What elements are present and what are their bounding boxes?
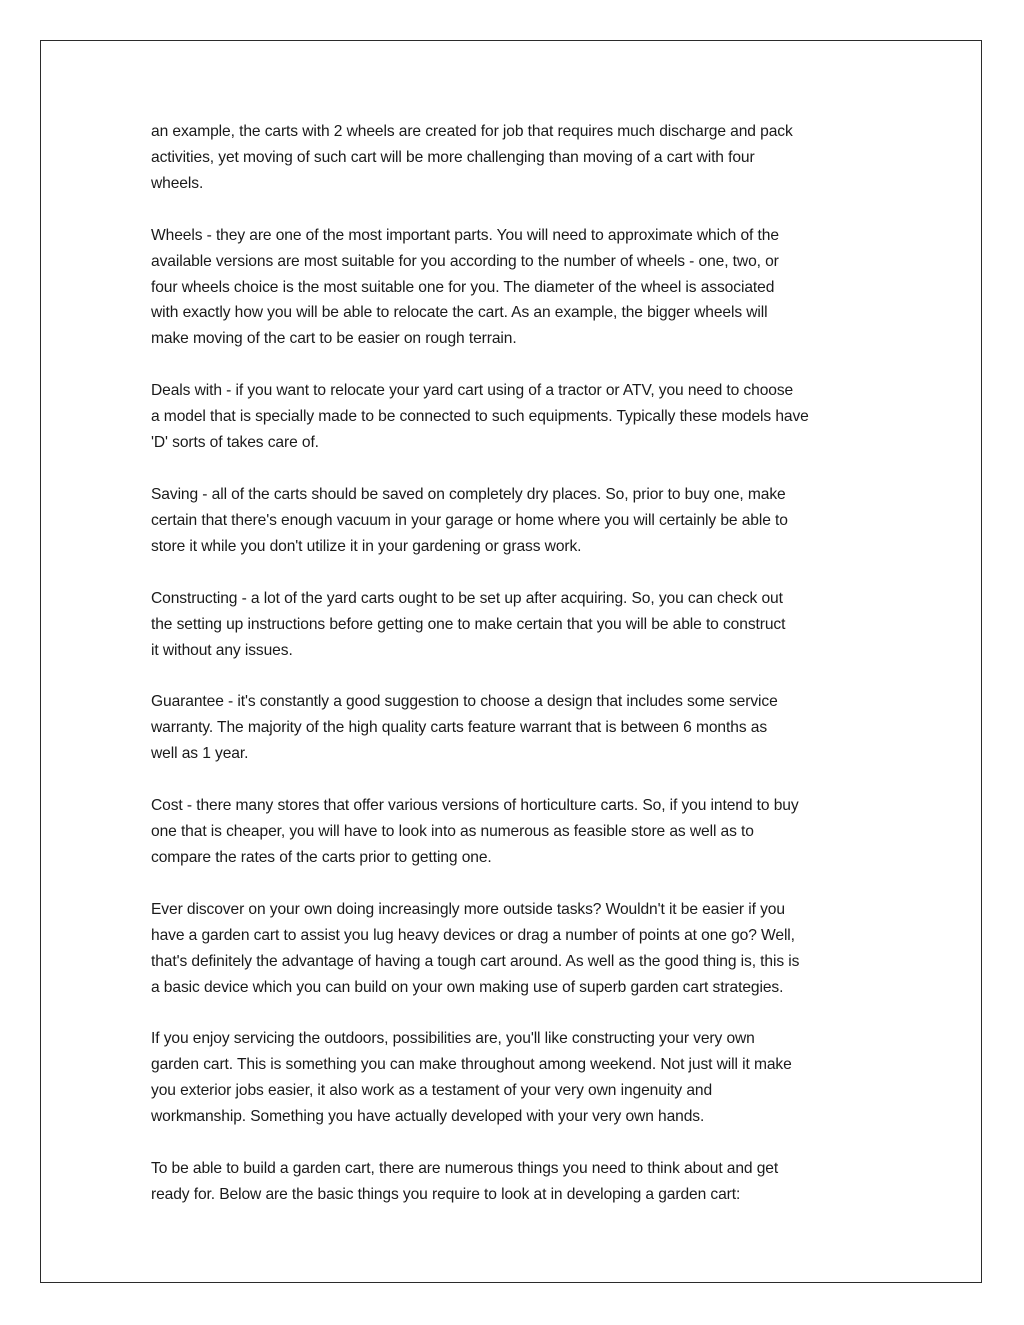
text-line: Deals with - if you want to relocate your yard cart using of a tractor or ATV, you need to choose — [151, 382, 794, 400]
paragraph-cart-types — [151, 119, 881, 197]
text-line: activities, yet moving of such cart will be more challenging than moving of a cart with four — [151, 148, 755, 166]
text-line: four wheels choice is the most suitable one for you. The diameter of the wheel is associated — [151, 278, 775, 296]
text-line: an example, the carts with 2 wheels are created for job that requires much discharge and pack — [151, 123, 793, 140]
text-line: a basic device which you can build on your own making use of superb garden cart strategies. — [151, 978, 784, 996]
text-line: available versions are most suitable for you according to the number of wheels - one, two, or — [151, 252, 779, 270]
paragraph-outside-tasks — [151, 897, 881, 1001]
text-line: workmanship. Something you have actually developed with your very own hands. — [151, 1108, 705, 1126]
text-line: make moving of the cart to be easier on rough terrain. — [151, 330, 517, 348]
text-line: Constructing - a lot of the yard carts ought to be set up after acquiring. So, you can check out — [151, 589, 783, 607]
text-line: warranty. The majority of the high quality carts feature warrant that is between 6 months as — [151, 719, 768, 737]
paragraph-cost — [151, 793, 881, 871]
text-line: wheels. — [151, 174, 204, 192]
text-line: To be able to build a garden cart, there are numerous things you need to think about and get — [151, 1160, 779, 1178]
text-line: compare the rates of the carts prior to getting one. — [151, 848, 492, 866]
paragraph-wheels — [151, 223, 881, 353]
document-body — [151, 119, 881, 1234]
text-line: Wheels - they are one of the most important parts. You will need to approximate which of the — [151, 226, 779, 244]
text-line: Ever discover on your own doing increasingly more outside tasks? Wouldn't it be easier if you — [151, 900, 785, 918]
text-line: a model that is specially made to be connected to such equipments. Typically these models have — [151, 408, 809, 426]
text-line: one that is cheaper, you will have to look into as numerous as feasible store as well as to — [151, 823, 754, 841]
text-line: have a garden cart to assist you lug heavy devices or drag a number of points at one go? Well, — [151, 926, 795, 944]
text-line: If you enjoy servicing the outdoors, possibilities are, you'll like constructing your very own — [151, 1030, 755, 1048]
text-line: well as 1 year. — [151, 745, 249, 763]
text-line: Guarantee - it's constantly a good suggestion to choose a design that includes some service — [151, 693, 778, 711]
text-line: the setting up instructions before getting one to make certain that you will be able to construct — [151, 615, 786, 633]
paragraph-storage — [151, 482, 881, 560]
text-line: 'D' sorts of takes care of. — [151, 434, 319, 452]
paragraph-build-intro — [151, 1156, 881, 1208]
paragraph-outdoors — [151, 1026, 881, 1130]
text-line: you exterior jobs easier, it also work as a testament of your very own ingenuity and — [151, 1082, 713, 1100]
text-line: with exactly how you will be able to relocate the cart. As an example, the bigger wheels will — [151, 304, 768, 322]
paragraph-warranty — [151, 689, 881, 767]
paragraph-handles — [151, 378, 881, 456]
text-line: that's definitely the advantage of having a tough cart around. As well as the good thing is, this is — [151, 952, 800, 970]
text-line: Saving - all of the carts should be saved on completely dry places. So, prior to buy one, make — [151, 485, 786, 503]
text-line: store it while you don't utilize it in your gardening or grass work. — [151, 537, 582, 555]
text-line: garden cart. This is something you can make throughout among weekend. Not just will it make — [151, 1056, 792, 1074]
text-line: ready for. Below are the basic things you require to look at in developing a garden cart: — [151, 1186, 741, 1203]
text-line: Cost - there many stores that offer various versions of horticulture carts. So, if you intend to buy — [151, 797, 799, 815]
paragraph-assembly — [151, 586, 881, 664]
text-line: certain that there's enough vacuum in your garage or home where you will certainly be able to — [151, 511, 788, 529]
text-line: it without any issues. — [151, 641, 293, 659]
